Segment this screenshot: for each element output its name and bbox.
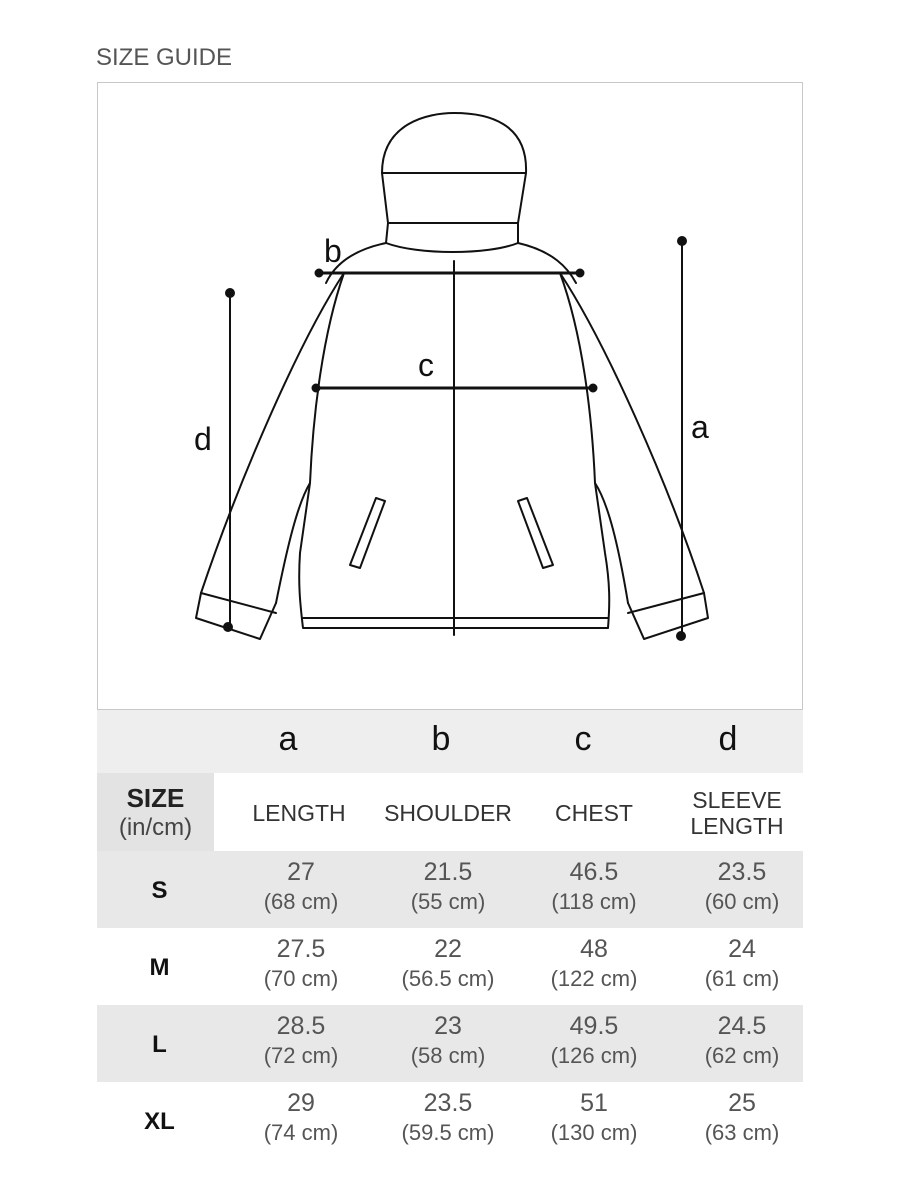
table-row [97,928,803,1005]
value-cm: (59.5 cm) [401,1120,495,1145]
table-letter-header [97,710,803,773]
measure-sleeve-length: SLEEVE LENGTH [690,787,784,839]
header-letter-c: c [574,720,592,758]
table-row [97,851,803,928]
header-letter-b: b [431,720,451,758]
page-title: SIZE GUIDE [96,44,233,71]
table-measure-header [97,773,803,851]
value-in: 24 [728,935,756,963]
value-cm: (60 cm) [704,889,780,914]
table-row [97,1005,803,1082]
header-letter-a: a [278,720,298,758]
row-size: M [149,954,170,981]
value-in: 51 [580,1089,608,1117]
value-in: 29 [287,1089,315,1117]
value-cm: (74 cm) [263,1120,339,1145]
value-in: 21.5 [423,858,473,886]
value-in: 48 [580,935,608,963]
size-header-unit: (in/cm) [118,814,193,841]
measure-label-a: a [691,409,709,445]
size-table [97,710,803,1159]
size-header-cell [97,773,214,851]
value-cm: (118 cm) [551,889,637,914]
value-cm: (68 cm) [263,889,339,914]
value-in: 27 [287,858,315,886]
value-cm: (56.5 cm) [401,966,495,991]
value-cm: (122 cm) [550,966,638,991]
value-in: 27.5 [276,935,326,963]
row-size: L [152,1031,167,1058]
value-cm: (72 cm) [263,1043,339,1068]
row-size: XL [144,1108,175,1135]
measure-shoulder: SHOULDER [384,800,512,826]
value-in: 23.5 [717,858,767,886]
table-row [97,1082,803,1159]
value-cm: (62 cm) [704,1043,780,1068]
jacket-diagram [97,82,803,710]
size-header-label: SIZE [126,783,185,813]
value-cm: (61 cm) [704,966,780,991]
measure-label-b: b [324,233,342,269]
value-in: 22 [434,935,462,963]
value-in: 23.5 [423,1089,473,1117]
value-in: 28.5 [276,1012,326,1040]
value-in: 46.5 [569,858,619,886]
value-cm: (58 cm) [410,1043,486,1068]
header-letter-d: d [718,720,738,758]
measure-label-d: d [194,421,212,457]
value-cm: (130 cm) [550,1120,638,1145]
value-in: 23 [434,1012,462,1040]
value-in: 24.5 [717,1012,767,1040]
measure-label-c: c [418,347,434,383]
jacket-illustration [98,83,802,709]
value-in: 49.5 [569,1012,619,1040]
measure-length: LENGTH [252,800,346,826]
value-cm: (126 cm) [550,1043,638,1068]
measure-chest: CHEST [555,800,633,826]
value-cm: (63 cm) [704,1120,780,1145]
value-cm: (70 cm) [263,966,339,991]
value-in: 25 [728,1089,756,1117]
value-cm: (55 cm) [410,889,486,914]
row-size: S [151,877,168,904]
